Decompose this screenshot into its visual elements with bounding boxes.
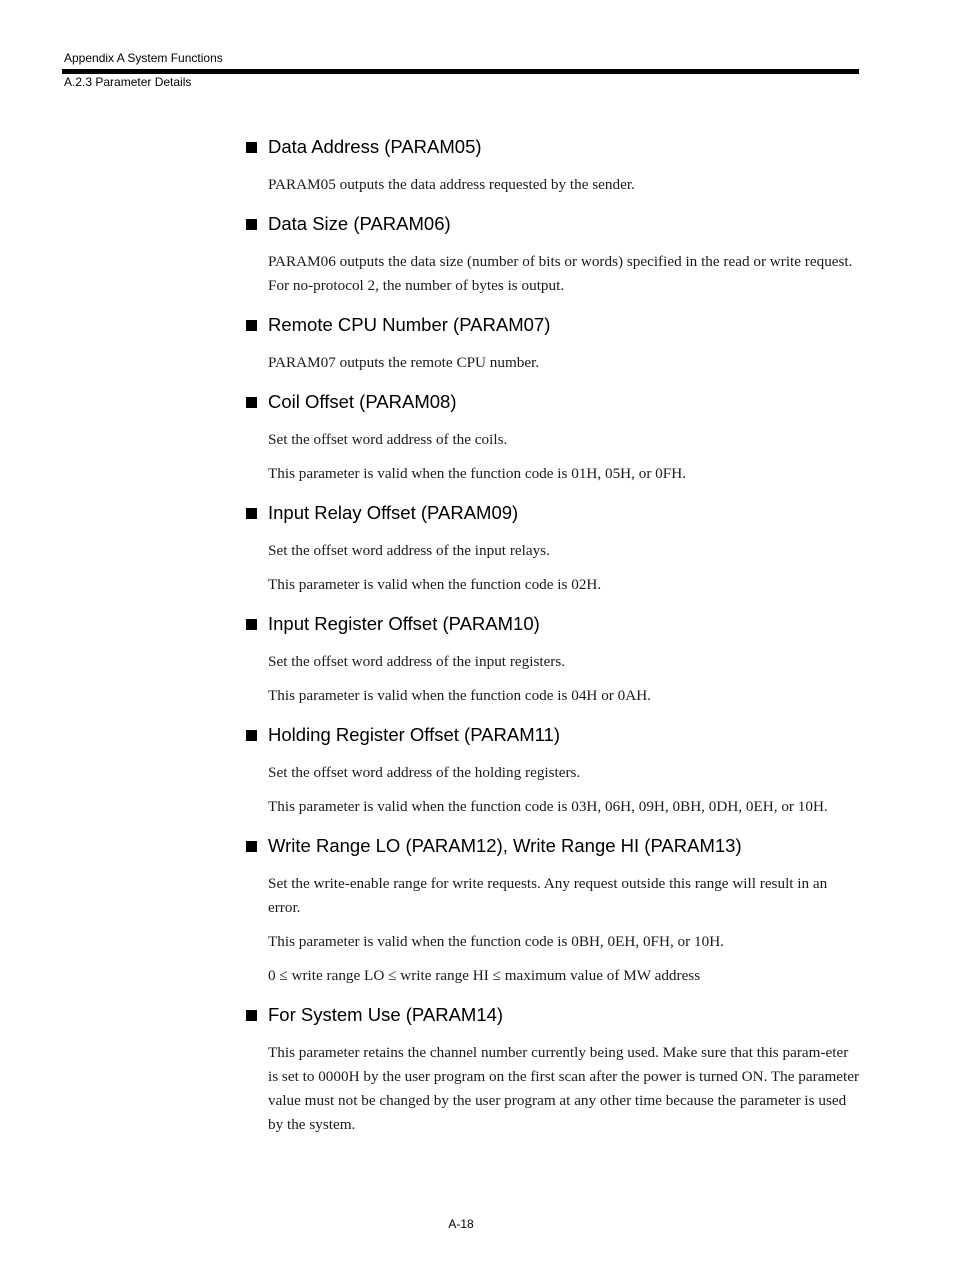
page-number: A-18 (448, 1217, 474, 1231)
section-paragraph: Set the offset word address of the coils. (268, 431, 508, 448)
square-bullet-icon (246, 730, 257, 741)
section-paragraph: Set the offset word address of the input registers. (268, 653, 566, 670)
section-title: Remote CPU Number (PARAM07) (268, 314, 551, 335)
square-bullet-icon (246, 508, 257, 519)
parameter-section (246, 1001, 860, 1137)
parameter-section (246, 610, 860, 708)
section-title: Write Range LO (PARAM12), Write Range HI (PARAM13) (268, 835, 742, 856)
section-title: Coil Offset (PARAM08) (268, 391, 457, 412)
page-body (246, 133, 860, 1150)
parameter-section (246, 832, 860, 988)
section-paragraph: This parameter is valid when the function code is 03H, 06H, 09H, 0BH, 0DH, 0EH, or 10H. (268, 798, 828, 815)
section-heading (246, 1001, 860, 1029)
square-bullet-icon (246, 1010, 257, 1021)
parameter-section (246, 721, 860, 819)
section-heading (246, 499, 860, 527)
square-bullet-icon (246, 219, 257, 230)
running-header-chapter: Appendix A System Functions (64, 51, 223, 65)
section-title: Input Register Offset (PARAM10) (268, 613, 540, 634)
square-bullet-icon (246, 841, 257, 852)
section-paragraph: PARAM05 outputs the data address requested by the sender. (268, 176, 635, 193)
section-title: For System Use (PARAM14) (268, 1004, 504, 1025)
section-heading (246, 133, 860, 161)
section-title: Data Size (PARAM06) (268, 213, 451, 234)
section-paragraph: This parameter retains the channel number currently being used. Make sure that this param-eter is set to 0000H by the user program on the first scan after the power is turned ON. The parameter value must not be changed by the user program at any other time because the parameter is used by the system. (268, 1044, 860, 1133)
section-paragraph: PARAM07 outputs the remote CPU number. (268, 354, 540, 371)
header-rule (62, 69, 859, 74)
section-paragraph: Set the write-enable range for write requests. Any request outside this range will result in an error. (268, 875, 828, 916)
square-bullet-icon (246, 619, 257, 630)
section-paragraph: This parameter is valid when the function code is 02H. (268, 576, 602, 593)
parameter-section (246, 133, 860, 197)
running-header-section: A.2.3 Parameter Details (64, 75, 192, 89)
section-paragraph: 0 ≤ write range LO ≤ write range HI ≤ maximum value of MW address (268, 967, 701, 984)
section-title: Holding Register Offset (PARAM11) (268, 724, 560, 745)
parameter-section (246, 311, 860, 375)
square-bullet-icon (246, 142, 257, 153)
section-paragraph: This parameter is valid when the function code is 01H, 05H, or 0FH. (268, 465, 686, 482)
section-heading (246, 610, 860, 638)
section-paragraph: Set the offset word address of the input relays. (268, 542, 550, 559)
parameter-section (246, 388, 860, 486)
section-heading (246, 388, 860, 416)
section-paragraph: This parameter is valid when the function code is 0BH, 0EH, 0FH, or 10H. (268, 933, 724, 950)
section-paragraph: Set the offset word address of the holding registers. (268, 764, 581, 781)
square-bullet-icon (246, 397, 257, 408)
square-bullet-icon (246, 320, 257, 331)
section-paragraph: This parameter is valid when the function code is 04H or 0AH. (268, 687, 651, 704)
section-title: Data Address (PARAM05) (268, 136, 482, 157)
section-paragraph: PARAM06 outputs the data size (number of bits or words) specified in the read or write request. For no-protocol 2, the number of bytes is output. (268, 253, 853, 294)
section-heading (246, 311, 860, 339)
section-heading (246, 210, 860, 238)
section-title: Input Relay Offset (PARAM09) (268, 502, 519, 523)
parameter-section (246, 499, 860, 597)
parameter-section (246, 210, 860, 298)
section-heading (246, 832, 860, 860)
section-heading (246, 721, 860, 749)
